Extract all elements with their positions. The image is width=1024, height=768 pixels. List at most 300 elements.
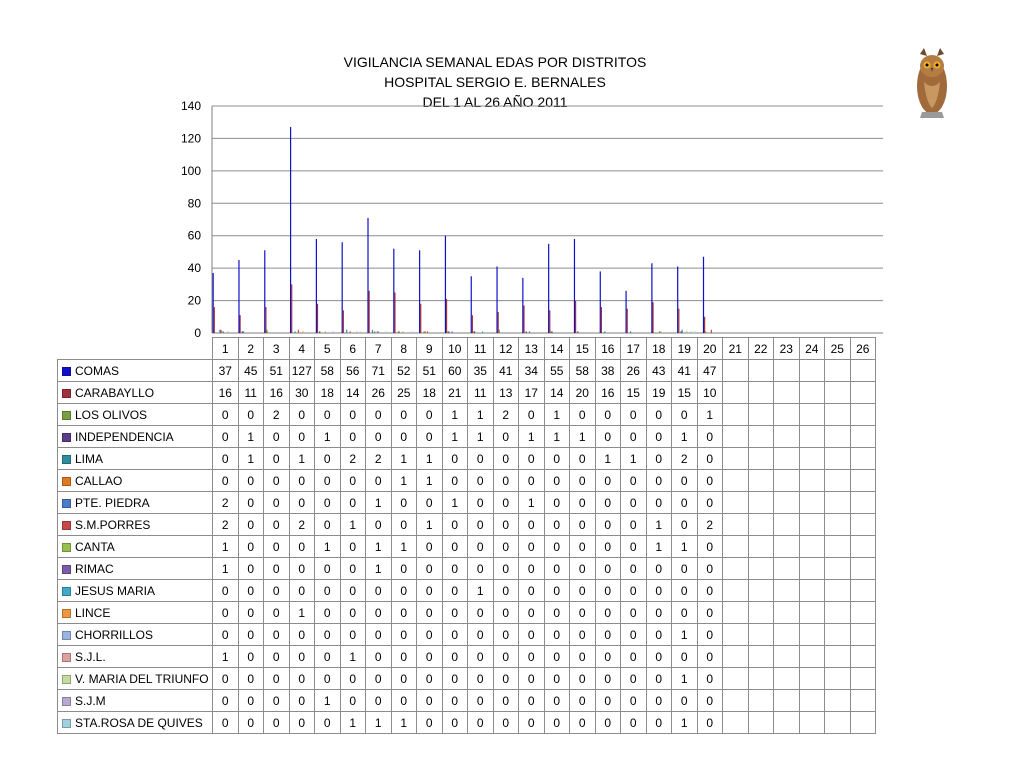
data-label: 0 [697,668,723,690]
table-row [58,448,876,470]
data-label: 0 [238,558,264,580]
x-tick-label: 3 [264,338,290,360]
data-label [748,470,774,492]
data-label: 0 [442,470,468,492]
legend-label: CANTA [75,539,115,554]
data-label: 0 [340,426,366,448]
bar-independencia-11 [474,331,475,333]
data-label [850,668,876,690]
data-label: 0 [621,492,647,514]
legend-label: RIMAC [75,561,114,576]
data-label: 0 [595,624,621,646]
data-label: 0 [646,690,672,712]
data-label: 0 [646,448,672,470]
data-label: 0 [315,712,341,734]
data-label: 0 [468,514,494,536]
data-label [748,712,774,734]
y-tick-label: 0 [194,326,201,340]
y-tick-label: 140 [180,99,201,113]
data-label: 0 [289,712,315,734]
data-label: 0 [340,690,366,712]
data-label: 0 [315,404,341,426]
data-label: 18 [315,382,341,404]
legend-entry [58,448,213,470]
data-label [850,624,876,646]
data-label: 0 [391,492,417,514]
bar-carabayllo-6 [343,310,344,333]
data-label [748,580,774,602]
legend-label: INDEPENDENCIA [75,429,174,444]
data-label: 0 [315,668,341,690]
data-label: 1 [570,426,596,448]
legend-swatch-icon [62,719,71,728]
bar-sta-rosa-de-quives-6 [360,331,361,333]
data-label: 0 [315,558,341,580]
data-label [825,426,851,448]
bar-carabayllo-14 [549,310,550,333]
legend-entry [58,514,213,536]
data-label: 0 [697,470,723,492]
data-label [774,580,800,602]
bar-s-m-porres-1 [220,330,221,333]
data-label: 0 [366,602,392,624]
data-label [748,382,774,404]
data-label [774,536,800,558]
data-label: 1 [340,646,366,668]
data-label [799,690,825,712]
bar-carabayllo-11 [472,315,473,333]
data-label: 0 [238,646,264,668]
data-label: 0 [697,426,723,448]
bar-carabayllo-8 [394,292,395,333]
bar-s-j-l--1 [227,331,228,333]
data-label: 0 [391,668,417,690]
data-label [774,602,800,624]
y-tick-label: 20 [187,293,201,308]
data-label: 0 [621,712,647,734]
data-label [723,382,749,404]
bar-carabayllo-5 [317,304,318,333]
data-label: 0 [468,712,494,734]
data-label: 0 [519,514,545,536]
bar-comas-7 [367,218,368,333]
bar-lima-8 [398,331,399,333]
bar-comas-11 [471,276,472,333]
data-label: 0 [238,602,264,624]
data-label: 0 [621,558,647,580]
data-label: 0 [264,690,290,712]
data-label: 0 [493,426,519,448]
data-label [799,558,825,580]
data-label [774,690,800,712]
data-label: 0 [621,514,647,536]
legend-label: S.J.L. [75,649,106,664]
data-label [774,382,800,404]
data-label: 1 [213,536,239,558]
table-row [58,580,876,602]
data-label: 0 [697,536,723,558]
legend-swatch-icon [62,543,71,552]
data-label [748,646,774,668]
table-row [58,668,876,690]
bar-lima-19 [682,330,683,333]
data-label [723,690,749,712]
data-label: 0 [213,690,239,712]
data-label: 0 [238,712,264,734]
data-label: 1 [672,426,698,448]
data-label [799,712,825,734]
data-label: 0 [340,602,366,624]
bar-independencia-19 [680,331,681,333]
data-label: 0 [289,690,315,712]
table-row [58,602,876,624]
data-label: 0 [570,514,596,536]
data-label: 0 [595,580,621,602]
bar-s-m-porres-9 [427,331,428,333]
bar-carabayllo-20 [704,317,705,333]
data-label: 25 [391,382,417,404]
data-label: 47 [697,360,723,382]
data-label: 0 [621,624,647,646]
data-label [850,514,876,536]
data-label: 0 [238,470,264,492]
bar-carabayllo-9 [420,304,421,333]
data-label [748,536,774,558]
data-label: 1 [315,690,341,712]
data-label: 0 [493,602,519,624]
data-label [723,360,749,382]
bar-s-m-porres-20 [711,330,712,333]
data-label: 45 [238,360,264,382]
data-label: 0 [264,624,290,646]
data-label: 17 [519,382,545,404]
data-label: 20 [570,382,596,404]
data-label: 127 [289,360,315,382]
data-label: 0 [570,624,596,646]
data-label [799,360,825,382]
legend-entry [58,558,213,580]
bar-s-j-m-5 [333,331,334,333]
x-tick-label: 18 [646,338,672,360]
bar-comas-18 [651,263,652,333]
data-label [825,536,851,558]
bar-comas-5 [316,239,317,333]
bar-carabayllo-2 [239,315,240,333]
x-tick-label: 6 [340,338,366,360]
bar-carabayllo-19 [678,309,679,333]
data-label: 0 [595,602,621,624]
bar-carabayllo-13 [523,305,524,333]
data-label: 0 [544,558,570,580]
data-label: 19 [646,382,672,404]
data-label [825,690,851,712]
data-label: 0 [366,470,392,492]
data-label: 1 [315,536,341,558]
data-label: 0 [570,536,596,558]
legend-swatch-icon [62,433,71,442]
bar-carabayllo-12 [498,312,499,333]
data-label: 0 [570,690,596,712]
data-label: 1 [366,536,392,558]
data-label: 0 [289,404,315,426]
x-tick-label: 4 [289,338,315,360]
data-label: 58 [315,360,341,382]
data-label [723,492,749,514]
bar-canta-19 [686,331,687,333]
data-label: 2 [697,514,723,536]
bar-comas-3 [264,250,265,333]
bar-comas-20 [703,257,704,333]
legend-swatch-icon [62,477,71,486]
data-label: 0 [646,470,672,492]
data-label: 0 [519,536,545,558]
data-label: 1 [519,492,545,514]
bar-pte-piedra-7 [374,331,375,333]
data-label: 0 [213,668,239,690]
x-tick-label: 21 [723,338,749,360]
data-label: 0 [340,558,366,580]
data-label: 0 [366,404,392,426]
data-label [723,558,749,580]
data-label: 0 [519,690,545,712]
bar-comas-9 [419,250,420,333]
bar-comas-16 [600,271,601,333]
legend-entry [58,712,213,734]
y-tick-label: 100 [180,163,201,178]
data-label: 16 [213,382,239,404]
data-label: 0 [417,646,443,668]
data-label [723,426,749,448]
x-tick-label: 9 [417,338,443,360]
data-label: 1 [315,426,341,448]
bar-comas-6 [342,242,343,333]
data-label: 0 [595,558,621,580]
bar-sta-rosa-de-quives-8 [411,331,412,333]
data-label: 21 [442,382,468,404]
data-label: 0 [264,580,290,602]
bar-comas-8 [393,249,394,333]
bar-comas-4 [290,127,291,333]
data-label: 0 [621,580,647,602]
legend-label: S.M.PORRES [75,517,151,532]
data-label: 0 [493,712,519,734]
x-tick-label: 10 [442,338,468,360]
data-label: 0 [570,492,596,514]
data-label: 0 [468,624,494,646]
data-label: 1 [442,492,468,514]
bar-lima-6 [346,330,347,333]
data-label [799,580,825,602]
bar-canta-8 [402,331,403,333]
x-tick-label: 23 [774,338,800,360]
data-label: 0 [570,448,596,470]
legend-swatch-icon [62,653,71,662]
data-label: 0 [621,536,647,558]
data-label: 0 [468,492,494,514]
bar-pte-piedra-10 [452,331,453,333]
data-label: 52 [391,360,417,382]
x-tick-label: 20 [697,338,723,360]
data-label [723,712,749,734]
data-label [723,624,749,646]
table-corner [58,338,213,360]
bar-canta-1 [222,331,223,333]
data-label: 0 [697,646,723,668]
data-label: 55 [544,360,570,382]
data-label: 0 [595,712,621,734]
data-label: 0 [340,470,366,492]
legend-swatch-icon [62,521,71,530]
data-label: 0 [213,602,239,624]
data-label: 0 [366,646,392,668]
bar-carabayllo-10 [446,299,447,333]
data-label: 0 [468,646,494,668]
data-label: 13 [493,382,519,404]
data-label: 0 [417,558,443,580]
data-label: 0 [646,668,672,690]
bar-lima-16 [604,331,605,333]
data-label [850,602,876,624]
data-label: 16 [264,382,290,404]
legend-label: S.J.M [75,693,106,708]
x-tick-label: 26 [850,338,876,360]
legend-label: LINCE [75,605,111,620]
data-label: 0 [646,580,672,602]
data-label: 0 [417,426,443,448]
data-label: 2 [213,514,239,536]
data-label: 0 [264,646,290,668]
data-label: 0 [595,470,621,492]
data-label: 0 [315,580,341,602]
table-row [58,426,876,448]
data-label: 0 [340,580,366,602]
data-label [774,470,800,492]
data-label: 1 [391,536,417,558]
data-label: 1 [366,712,392,734]
data-label: 0 [289,470,315,492]
data-label: 1 [238,448,264,470]
legend-label: STA.ROSA DE QUIVES [75,715,203,730]
data-label: 1 [468,580,494,602]
data-label [850,448,876,470]
data-label [825,624,851,646]
data-label [774,558,800,580]
legend-label: CHORRILLOS [75,627,154,642]
data-label [799,646,825,668]
data-label [748,602,774,624]
data-label: 1 [417,448,443,470]
data-label: 2 [264,404,290,426]
data-label [850,492,876,514]
data-label: 0 [289,646,315,668]
x-tick-label: 25 [825,338,851,360]
data-label [748,668,774,690]
data-label [748,624,774,646]
data-label: 1 [646,536,672,558]
data-label: 0 [519,668,545,690]
data-label [748,514,774,536]
data-label: 0 [468,558,494,580]
data-label: 0 [544,602,570,624]
data-label: 0 [595,426,621,448]
data-label: 38 [595,360,621,382]
bar-rimac-1 [223,331,224,333]
data-label: 15 [672,382,698,404]
data-label: 0 [213,448,239,470]
data-label: 0 [570,580,596,602]
data-label: 0 [366,668,392,690]
legend-entry [58,404,213,426]
data-label: 1 [391,712,417,734]
data-label: 0 [697,712,723,734]
bar-carabayllo-4 [291,284,292,333]
data-label: 0 [264,536,290,558]
data-label [774,360,800,382]
legend-entry [58,624,213,646]
x-tick-label: 19 [672,338,698,360]
data-label: 0 [315,624,341,646]
legend-label: V. MARIA DEL TRIUNFO [75,671,209,686]
data-label: 0 [264,558,290,580]
data-label: 0 [570,558,596,580]
data-label: 1 [366,558,392,580]
data-label: 0 [646,492,672,514]
data-label [825,558,851,580]
legend-swatch-icon [62,631,71,640]
data-label: 0 [570,404,596,426]
bar-lima-17 [630,331,631,333]
data-label: 1 [213,646,239,668]
data-label: 0 [391,514,417,536]
data-label: 0 [468,690,494,712]
data-label: 0 [264,470,290,492]
legend-label: LIMA [75,451,104,466]
data-label: 0 [289,492,315,514]
chart-title-line-3: DEL 1 AL 26 AÑO 2011 [422,94,568,110]
data-label [774,448,800,470]
data-label [723,602,749,624]
data-label [748,360,774,382]
data-label: 0 [595,690,621,712]
data-label: 0 [672,602,698,624]
bar-callao-8 [399,331,400,333]
x-tick-label: 2 [238,338,264,360]
data-label: 41 [493,360,519,382]
legend-swatch-icon [62,587,71,596]
data-label: 0 [238,624,264,646]
data-label: 1 [697,404,723,426]
data-label: 0 [468,448,494,470]
bar-callao-9 [425,331,426,333]
data-label: 0 [646,646,672,668]
data-label: 0 [672,558,698,580]
data-label [799,448,825,470]
data-label: 26 [621,360,647,382]
legend-label: CALLAO [75,473,123,488]
data-label: 0 [544,580,570,602]
data-label: 0 [264,712,290,734]
legend-entry [58,470,213,492]
data-label: 0 [391,690,417,712]
bar-independencia-13 [526,331,527,333]
legend-entry [58,690,213,712]
data-label: 0 [595,514,621,536]
data-label: 51 [264,360,290,382]
table-row [58,404,876,426]
data-table [57,337,876,734]
data-label: 0 [544,536,570,558]
data-label [850,712,876,734]
